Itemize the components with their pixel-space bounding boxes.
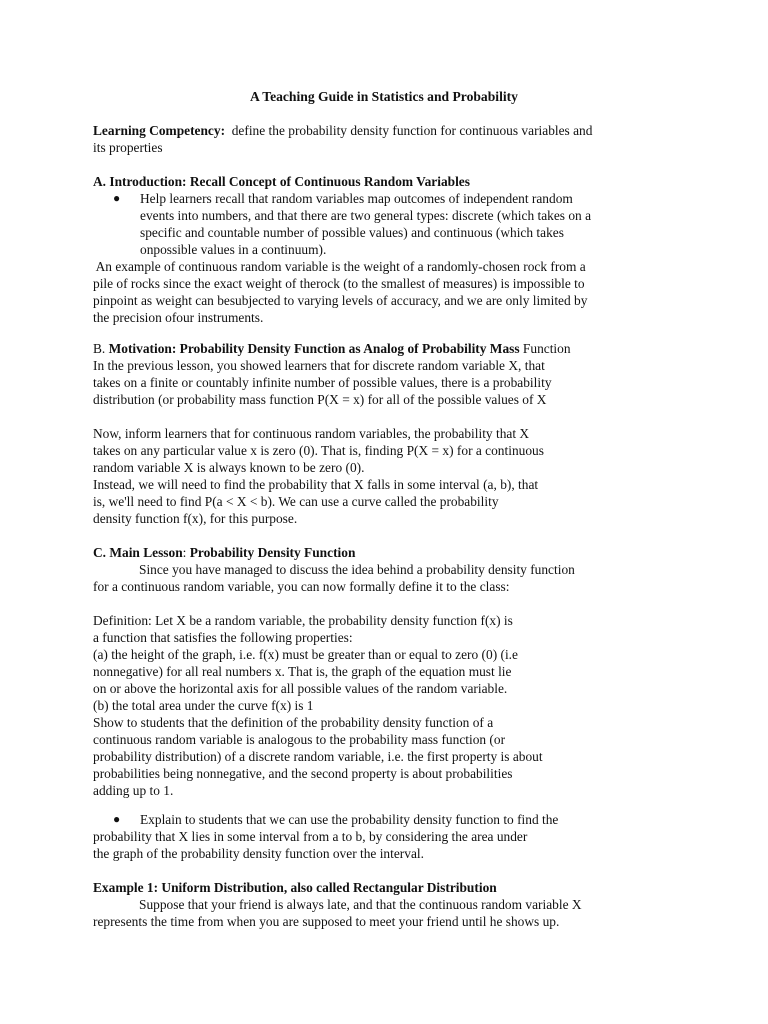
document-title: A Teaching Guide in Statistics and Probability xyxy=(250,89,518,104)
section-c-intro-line xyxy=(93,561,575,578)
section-a-para-line: pinpoint as weight can besubjected to varying levels of accuracy, and we are only limited by xyxy=(93,293,588,308)
example1-heading: Example 1: Uniform Distribution, also called Rectangular Distribution xyxy=(93,880,497,895)
section-c-bullet-line: probability that X lies in some interval from a to b, by considering the area under xyxy=(93,829,528,844)
section-c-bullet-line: Explain to students that we can use the probability density function to find the xyxy=(140,812,559,827)
definition-line: nonnegative) for all real numbers x. That is, the graph of the equation must lie xyxy=(93,664,512,679)
section-b-para2-line: density function f(x), for this purpose. xyxy=(93,511,298,526)
section-b-para2-line: Instead, we will need to find the probability that X falls in some interval (a, b), that xyxy=(93,477,539,492)
definition-line: probability distribution) of a discrete random variable, i.e. the first property is about xyxy=(93,749,543,764)
competency-line-1 xyxy=(93,122,592,139)
section-b-para1-line: distribution (or probability mass function P(X = x) for all of the possible values of X xyxy=(93,392,547,407)
example1-line: represents the time from when you are supposed to meet your friend until he shows up. xyxy=(93,914,560,929)
section-c-heading xyxy=(93,544,355,561)
definition-line: Show to students that the definition of the probability density function of a xyxy=(93,715,494,730)
example1-text: Suppose that your friend is always late, and that the continuous random variable X xyxy=(139,897,582,912)
section-b-para1-line: takes on a finite or countably infinite number of possible values, there is a probability xyxy=(93,375,552,390)
section-b-heading-tail: Function xyxy=(522,341,571,356)
definition-line: (b) the total area under the curve f(x) is 1 xyxy=(93,698,314,713)
section-c-intro-line: for a continuous random variable, you can now formally define it to the class: xyxy=(93,579,510,594)
definition-line: a function that satisfies the following properties: xyxy=(93,630,353,645)
section-c-bullet-line: the graph of the probability density function over the interval. xyxy=(93,846,424,861)
section-b-para2-line: Now, inform learners that for continuous random variables, the probability that X xyxy=(93,426,530,441)
bullet-dot: ● xyxy=(113,812,121,826)
definition-line: Definition: Let X be a random variable, the probability density function f(x) is xyxy=(93,613,513,628)
section-a-bullet-line: onpossible values in a continuum). xyxy=(140,242,327,257)
section-b-prefix: B. xyxy=(93,341,106,356)
competency-label: Learning Competency: xyxy=(93,123,226,138)
section-b-heading-bold: Motivation: Probability Density Function as Analog of Probability Mass xyxy=(108,341,520,356)
section-b-para1-line: In the previous lesson, you showed learners that for discrete random variable X, that xyxy=(93,358,545,373)
section-a-para-line: pile of rocks since the exact weight of therock (to the smallest of measures) is impossible to xyxy=(93,276,585,291)
competency-text: define the probability density function for continuous variables and xyxy=(231,123,593,138)
example1-line xyxy=(93,896,582,913)
bullet-dot: ● xyxy=(113,191,121,205)
section-b-para2-line: random variable X is always known to be zero (0). xyxy=(93,460,365,475)
section-c-heading-b: Probability Density Function xyxy=(189,545,356,560)
section-a-bullet-line: events into numbers, and that there are two general types: discrete (which takes on a xyxy=(140,208,592,223)
section-a-para-line: the precision ofour instruments. xyxy=(93,310,264,325)
definition-line: (a) the height of the graph, i.e. f(x) must be greater than or equal to zero (0) (i.e xyxy=(93,647,518,662)
definition-line: probabilities being nonnegative, and the second property is about probabilities xyxy=(93,766,513,781)
competency-line-2: its properties xyxy=(93,140,163,155)
definition-line: continuous random variable is analogous to the probability mass function (or xyxy=(93,732,506,747)
section-b-heading xyxy=(93,340,571,357)
section-a-bullet-line: specific and countable number of possible values) and continuous (which takes xyxy=(140,225,564,240)
section-b-para2-line: takes on any particular value x is zero (0). That is, finding P(X = x) for a continuous xyxy=(93,443,544,458)
section-a-para-line: An example of continuous random variable is the weight of a randomly-chosen rock from a xyxy=(93,259,586,274)
section-c-heading-colon: : xyxy=(182,545,190,560)
section-a-heading: A. Introduction: Recall Concept of Continuous Random Variables xyxy=(93,174,470,189)
section-c-intro-text: Since you have managed to discuss the idea behind a probability density function xyxy=(139,562,575,577)
definition-line: adding up to 1. xyxy=(93,783,174,798)
section-b-para2-line: is, we'll need to find P(a < X < b). We can use a curve called the probability xyxy=(93,494,499,509)
section-a-bullet-line: Help learners recall that random variables map outcomes of independent random xyxy=(140,191,573,206)
section-c-heading-a: C. Main Lesson xyxy=(93,545,183,560)
definition-line: on or above the horizontal axis for all possible values of the random variable. xyxy=(93,681,508,696)
